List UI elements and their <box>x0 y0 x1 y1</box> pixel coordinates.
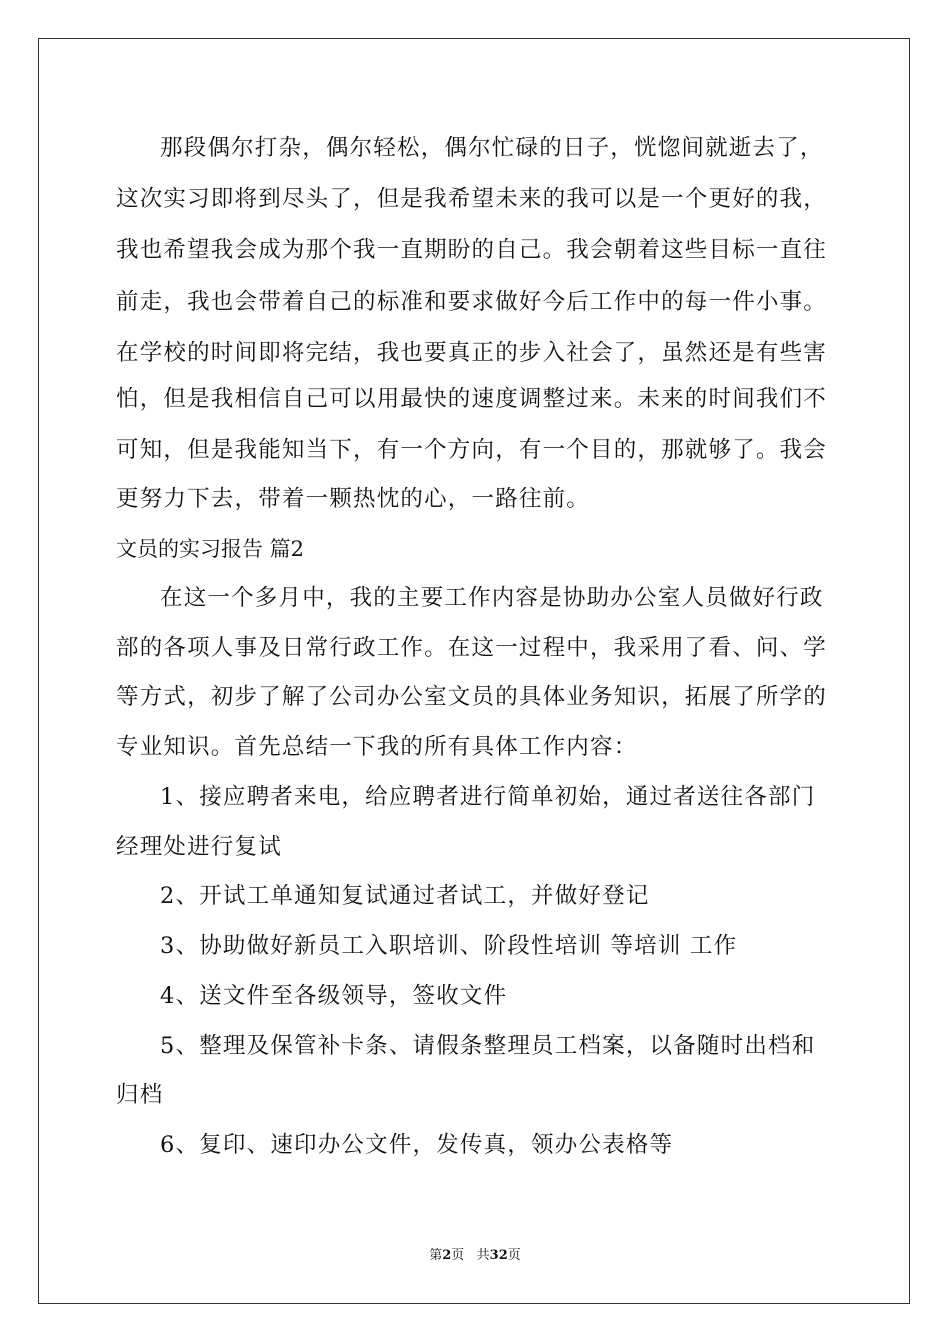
list-item: 2、开试工单通知复试通过者试工，并做好登记 <box>160 883 650 909</box>
section-heading: 文员的实习报告 篇2 <box>116 537 305 561</box>
body-text-line: 那段偶尔打杂，偶尔轻松，偶尔忙碌的日子，恍惚间就逝去了， <box>160 135 824 161</box>
list-item: 1、接应聘者来电，给应聘者进行简单初始，通过者送往各部门 <box>160 784 816 810</box>
list-item: 3、协助做好新员工入职培训、阶段性培训 等培训 工作 <box>160 933 738 959</box>
body-text-line: 这次实习即将到尽头了，但是我希望未来的我可以是一个更好的我， <box>116 186 828 212</box>
page-current: 2 <box>442 1248 452 1263</box>
body-text-line: 怕，但是我相信自己可以用最快的速度调整过来。未来的时间我们不 <box>116 386 828 412</box>
list-item: 6、复印、速印办公文件，发传真，领办公表格等 <box>160 1132 674 1158</box>
body-text-line: 我也希望我会成为那个我一直期盼的自己。我会朝着这些目标一直往 <box>116 237 828 263</box>
list-item-continuation: 归档 <box>116 1082 164 1108</box>
page-border <box>38 38 910 1304</box>
list-item: 4、送文件至各级领导，签收文件 <box>160 983 508 1009</box>
list-item-continuation: 经理处进行复试 <box>116 834 282 860</box>
page-prefix: 第 <box>429 1248 443 1263</box>
body-text-line: 部的各项人事及日常行政工作。在这一过程中，我采用了看、问、学 <box>116 635 828 661</box>
body-text-line: 等方式，初步了解了公司办公室文员的具体业务知识，拓展了所学的 <box>116 684 828 710</box>
page-footer <box>0 1248 950 1264</box>
body-text-line: 前走，我也会带着自己的标准和要求做好今后工作中的每一件小事。 <box>116 289 828 315</box>
body-text-line: 可知，但是我能知当下，有一个方向，有一个目的，那就够了。我会 <box>116 437 828 463</box>
body-text-line: 在学校的时间即将完结，我也要真正的步入社会了，虽然还是有些害 <box>116 340 828 366</box>
page-total: 32 <box>489 1248 508 1263</box>
body-text-line: 专业知识。首先总结一下我的所有具体工作内容： <box>116 734 638 760</box>
page-suffix: 页 <box>507 1248 521 1263</box>
body-text-line: 更努力下去，带着一颗热忱的心，一路往前。 <box>116 486 591 512</box>
body-text-line: 在这一个多月中，我的主要工作内容是协助办公室人员做好行政 <box>160 585 824 611</box>
list-item: 5、整理及保管补卡条、请假条整理员工档案，以备随时出档和 <box>160 1033 816 1059</box>
page-mid: 页 共 <box>451 1248 490 1263</box>
